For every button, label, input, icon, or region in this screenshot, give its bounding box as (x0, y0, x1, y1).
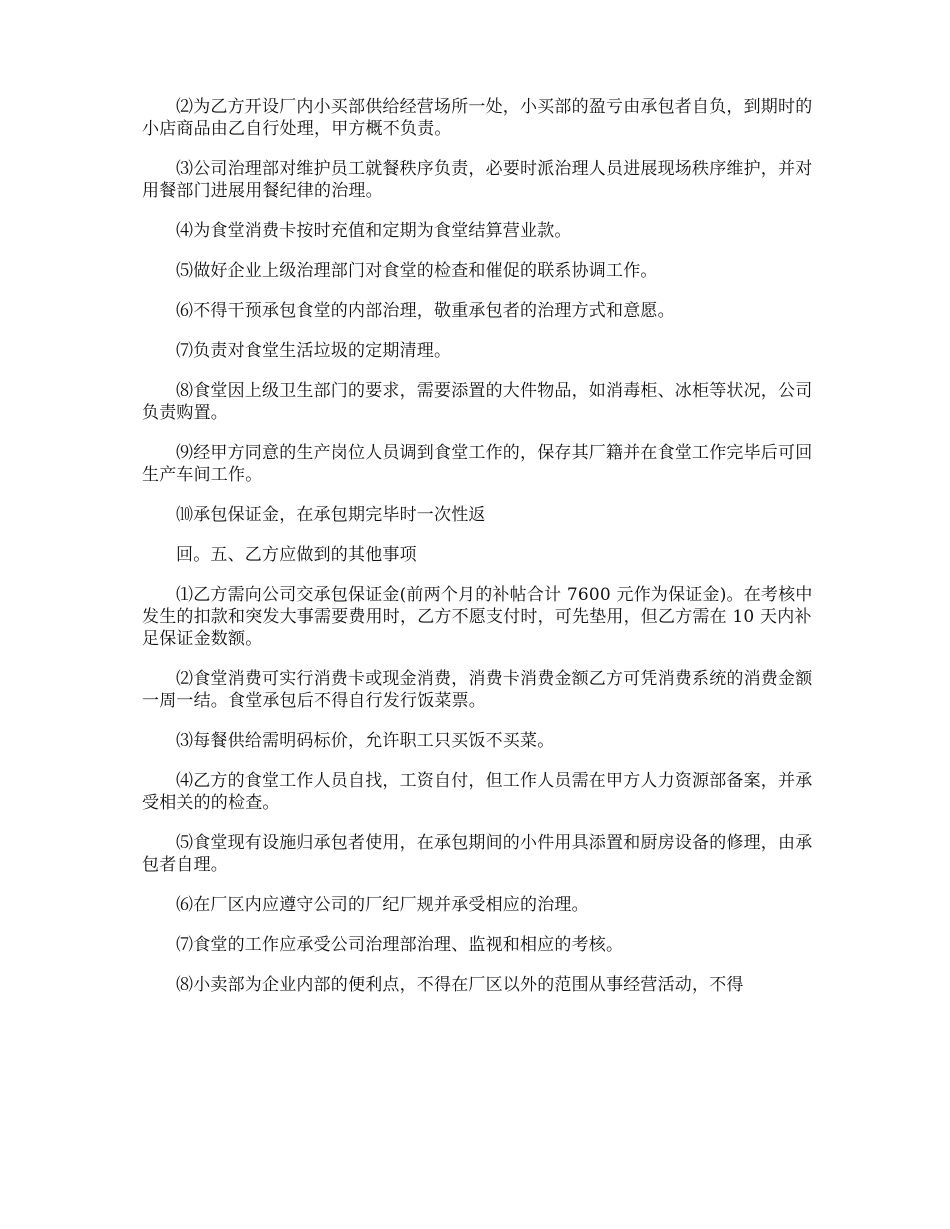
paragraph-17: ⑺食堂的工作应承受公司治理部治理、监视和相应的考核。 (176, 935, 624, 955)
paragraph-11: ⑴乙方需向公司交承包保证金(前两个月的补帖合计 7600 元作为保证金)。在考核中发生的扣款和突发大事需要费用时，乙方不愿支付时，可先垫用，但乙方需在 10 天内补足保证金数额。 (142, 585, 813, 649)
paragraph-18: ⑻小卖部为企业内部的便利点，不得在厂区以外的范围从事经营活动，不得 (176, 975, 744, 995)
paragraph-4: ⑸做好企业上级治理部门对食堂的检查和催促的联系协调工作。 (176, 261, 658, 281)
paragraph-5: ⑹不得干预承包食堂的内部治理，敬重承包者的治理方式和意愿。 (176, 301, 675, 321)
paragraph-16: ⑹在厂区内应遵守公司的厂纪厂规并承受相应的治理。 (176, 895, 589, 915)
paragraph-15: ⑸食堂现有设施归承包者使用，在承包期间的小件用具添置和厨房设备的修理，由承包者自理。 (142, 833, 813, 875)
paragraph-13: ⑶每餐供给需明码标价，允许职工只买饭不买菜。 (176, 731, 555, 751)
paragraph-3: ⑷为食堂消费卡按时充值和定期为食堂结算营业款。 (176, 221, 572, 241)
paragraph-10: 回。五、乙方应做到的其他事项 (176, 545, 417, 565)
document-body (142, 96, 822, 1014)
paragraph-8: ⑼经甲方同意的生产岗位人员调到食堂工作的，保存其厂籍并在食堂工作完毕后可回生产车间工作。 (142, 443, 813, 485)
paragraph-1: ⑵为乙方开设厂内小买部供给经营场所一处，小买部的盈亏由承包者自负，到期时的小店商品由乙自行处理，甲方概不负责。 (142, 97, 813, 139)
paragraph-7: ⑻食堂因上级卫生部门的要求，需要添置的大件物品，如消毒柜、冰柜等状况，公司负责购置。 (142, 381, 813, 423)
paragraph-9: ⑽承包保证金，在承包期完毕时一次性返 (176, 505, 486, 525)
paragraph-14: ⑷乙方的食堂工作人员自找，工资自付，但工作人员需在甲方人力资源部备案，并承受相关的的检查。 (142, 771, 813, 813)
paragraph-6: ⑺负责对食堂生活垃圾的定期清理。 (176, 341, 452, 361)
paragraph-12: ⑵食堂消费可实行消费卡或现金消费，消费卡消费金额乙方可凭消费系统的消费金额一周一结。食堂承包后不得自行发行饭菜票。 (142, 669, 813, 711)
paragraph-2: ⑶公司治理部对维护员工就餐秩序负责，必要时派治理人员进展现场秩序维护，并对用餐部门进展用餐纪律的治理。 (142, 159, 813, 201)
